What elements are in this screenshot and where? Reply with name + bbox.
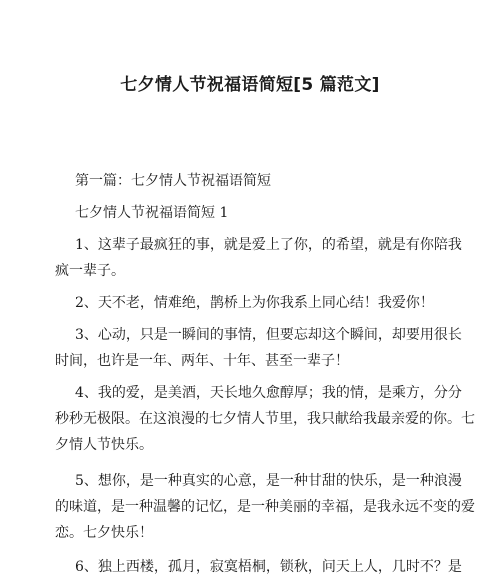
sub-heading — [75, 200, 420, 226]
paragraph-line: 疯一辈子。 — [55, 263, 125, 279]
paragraph-3 — [55, 322, 462, 374]
paragraph-line: 2、天不老，情难绝，鹊桥上为你我系上同心结！我爱你！ — [75, 295, 434, 311]
paragraph-6 — [75, 554, 462, 580]
paragraph-5 — [55, 468, 475, 546]
paragraph-line: 1、这辈子最疯狂的事，就是爱上了你，的希望，就是有你陪我 — [75, 237, 462, 253]
document-title: 七夕情人节祝福语简短[5 篇范文] — [120, 75, 380, 95]
paragraph-line: 时间，也许是一年、两年、十年、甚至一辈子！ — [55, 353, 349, 369]
paragraph-line: 6、独上西楼，孤月，寂寞梧桐，锁秋，问天上人，几时不？是 — [75, 559, 462, 575]
section-heading — [75, 168, 420, 194]
paragraph-line: 3、心动，只是一瞬间的事情，但要忘却这个瞬间，却要用很长 — [75, 327, 462, 343]
sub-heading-text: 七夕情人节祝福语简短 1 — [75, 205, 229, 221]
paragraph-line: 4、我的爱，是美酒，天长地久愈醇厚；我的情，是乘方，分分 — [75, 385, 462, 401]
section-heading-text: 第一篇：七夕情人节祝福语简短 — [75, 173, 271, 189]
paragraph-line: 5、想你，是一种真实的心意，是一种甘甜的快乐，是一种浪漫 — [75, 473, 462, 489]
paragraph-line: 夕情人节快乐。 — [55, 437, 153, 453]
paragraph-line: 恋。七夕快乐！ — [55, 525, 153, 541]
paragraph-line: 的味道，是一种温馨的记忆，是一种美丽的幸福，是我永远不变的爱 — [55, 499, 475, 515]
paragraph-4 — [55, 380, 475, 458]
paragraph-line: 秒秒无极限。在这浪漫的七夕情人节里，我只献给我最亲爱的你。七 — [55, 411, 475, 427]
paragraph-2 — [75, 290, 434, 316]
paragraph-1 — [55, 232, 462, 284]
